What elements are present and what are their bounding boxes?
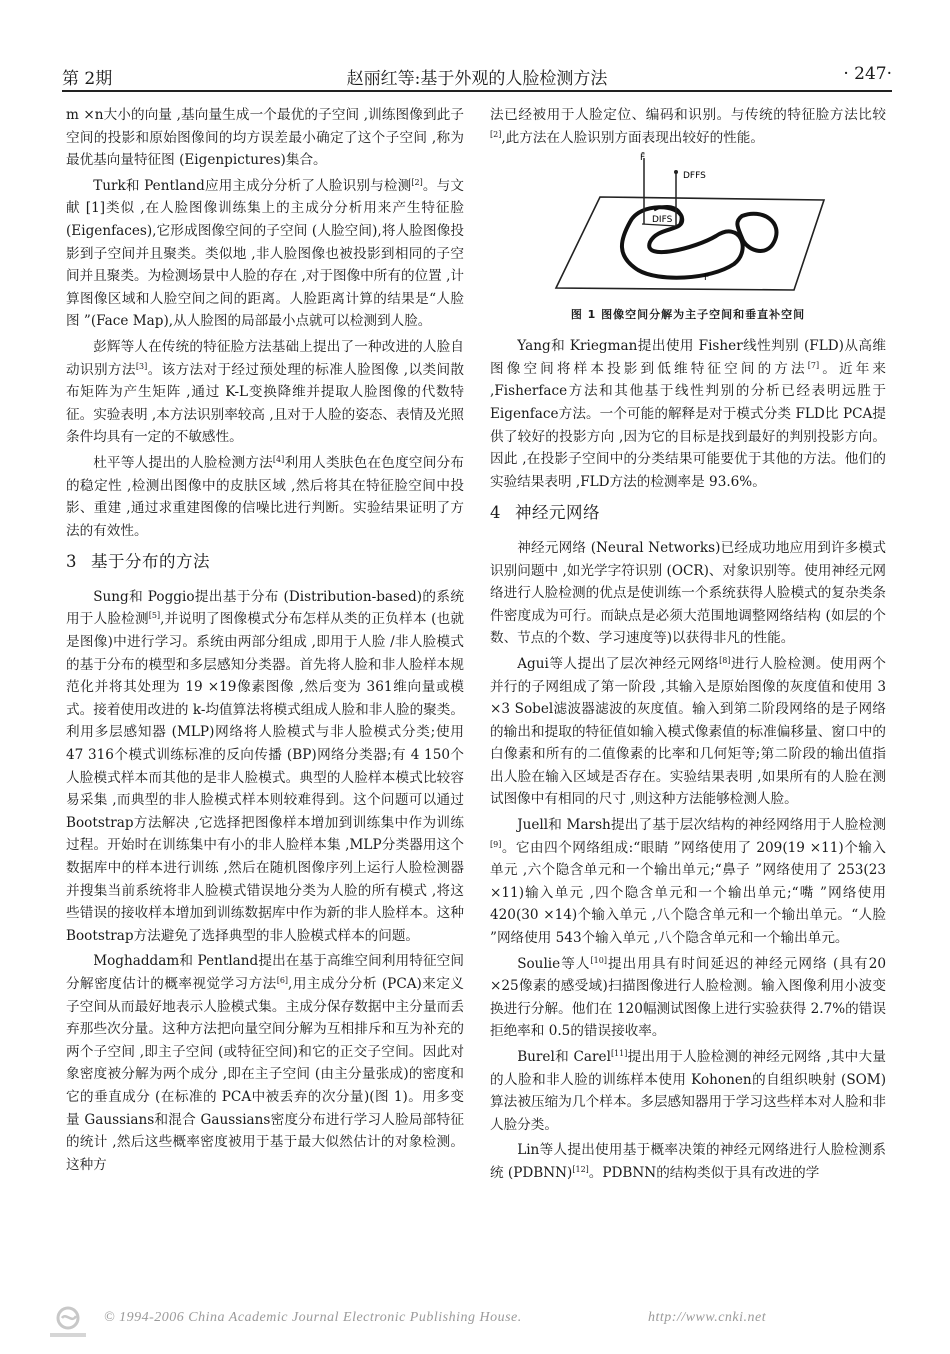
section-heading-4: 4 神经元网络 <box>490 503 600 523</box>
citation: [4] <box>272 454 285 464</box>
citation: [12] <box>572 1164 589 1174</box>
citation: [6] <box>276 975 289 985</box>
citation: [2] <box>490 129 502 139</box>
paragraph: Turk和 Pentland应用主成分分析了人脸识别与检测[2]。与文献 [1]类似 ,在人脸图像训练集上的主成分分析用来产生特征脸 (Eigenfaces),它形成图像空间的子空间 (人脸空间),将人脸图像投影到子空间并且聚类。类似地 ,非人脸图像也被投影到相同的子空间并且聚类。为检测场景中人脸的存在 ,对于图像中所有的位置 ,计算图像区域和人脸空间之间的距离。人脸距离计算的结果是“人脸图 ”(Face Map),从人脸图的局部最小点就可以检测到人脸。 <box>66 177 465 330</box>
citation: [8] <box>719 655 731 665</box>
section-heading-3: 3 基于分布的方法 <box>66 552 210 572</box>
citation: [5] <box>148 611 161 621</box>
paragraph: Lin等人提出使用基于概率决策的神经元网络进行人脸检测系统 (PDBNN)[12]。PDBNN的结构类似于具有改进的学 <box>490 1142 886 1181</box>
cnki-logo-icon <box>40 1302 96 1342</box>
copyright-notice: © 1994-2006 China Academic Journal Electronic Publishing House. <box>104 1310 522 1325</box>
citation: [9] <box>490 839 502 849</box>
paragraph: 神经元网络 (Neural Networks)已经成功地应用到许多模式识别问题中 ,如光学字符识别 (OCR)、对象识别等。使用神经元网络进行人脸检测的优点是使训练一个系统获得人脸模式的复杂类条件密度成为可行。而缺点是必须大范围地调整网络结构 (如层的个数、节点的个数、学习速度等)以获得非凡的性能。 <box>490 539 886 647</box>
footer-url: http://www.cnki.net <box>648 1310 767 1325</box>
paragraph: Juell和 Marsh提出了基于层次结构的神经网络用于人脸检测[9]。它由四个网络组成:“眼睛 ”网络使用了 209(19 ×11)个输入单元 ,六个隐含单元和一个输出单元;“鼻子 ”网络使用了 253(23 ×11)输入单元 ,四个隐含单元和一个输出单元;“嘴 ”网络使用 420(30 ×14)个输入单元 ,八个隐含单元和一个输出单元。“人脸 ”网络使用 543个输入单元 ,八个隐含单元和一个输出单元。 <box>490 817 886 947</box>
paragraph: Burel和 Carel[11]提出用于人脸检测的神经元网络 ,其中大量的人脸和非人脸的训练样本使用 Kohonen的自组织映射 (SOM)算法被压缩为几个样本。多层感知器用于学习这些样本对人脸和非人脸分类。 <box>490 1049 886 1133</box>
paragraph: m ×n大小的向量 ,基向量生成一个最优的子空间 ,训练图像到此子空间的投影和原始图像间的均方误差最小确定了这个子空间 ,称为最优基向量特征图 (Eigenpictures)集合。 <box>66 107 464 169</box>
running-title: 赵丽红等:基于外观的人脸检测方法 <box>346 69 608 89</box>
paragraph: 法已经被用于人脸定位、编码和识别。与传统的特征脸方法比较[2],此方法在人脸识别方面表现出较好的性能。 <box>490 107 886 146</box>
page-number: · 247· <box>843 64 892 84</box>
paragraph: 杜平等人提出的人脸检测方法[4]利用人类肤色在色度空间分布的稳定性 ,检测出图像中的皮肤区域 ,然后将其在特征脸空间中投影、重建 ,通过求重建图像的信噪比进行判断。实验结果证明了方法的有效性。 <box>66 454 464 539</box>
right-column <box>490 104 886 1188</box>
citation: [3] <box>135 361 148 371</box>
citation: [10] <box>590 955 607 965</box>
sample-point <box>674 170 678 174</box>
citation: [7] <box>807 360 820 370</box>
paragraph: Sung和 Poggio提出基于分布 (Distribution-based)的系统用于人脸检测[5],并说明了图像模式分布怎样从类的正负样本 (也就是图像)中进行学习。系统由两部分组成 ,即用于人脸 /非人脸模式的基于分布的模型和多层感知分类器。首先将人脸和非人脸样本规范化并将其处理为 19 ×19像素图像 ,然后变为 361维向量或模式。接着使用改进的 k-均值算法将模式组成人脸和非人脸的聚类。利用多层感知器 (MLP)网络将人脸模式与非人脸模式分类;使用 47 316个模式训练标准的反向传播 (BP)网络分类器;有 4 150个人脸模式样本而其他的是非人脸模式。典型的人脸样本模式比较容易采集 ,而典型的非人脸模式样本则较难得到。这个问题可以通过 Bootstrap方法解决 ,它选择把图像样本增加到训练集中作为训练过程。开始时在训练集中有小的非人脸样本集 ,MLP分类器用这个数据库中的样本进行训练 ,然后在随机图像序列上运行人脸检测器并搜集当前系统将非人脸模式错误地分类为人脸的所有模式 ,将这些错误的接收样本增加到训练数据库中作为新的非人脸样本。这种 Bootstrap方法避免了选择典型的非人脸模式样本的问题。 <box>66 588 465 944</box>
figure-caption: 图 1 图像空间分解为主子空间和垂直补空间 <box>570 308 806 322</box>
paragraph: Moghaddam和 Pentland提出在基于高维空间利用特征空间分解密度估计的概率视觉学习方法[6],用主成分分析 (PCA)来定义子空间从而最好地表示人脸模式集。主成分保存数据中主分量而丢弃那些次分量。这种方法把向量空间分解为互相排斥和互为补充的两个子空间 ,即主子空间 (或特征空间)和它的正交子空间。因此对象密度被分解为两个成分 ,即在主子空间 (由主分量张成)的密度和它的垂直成分 (在标准的 PCA中被丢弃的次分量)(图 1)。用多变量 Gaussians和混合 Gaussians密度分布进行学习人脸局部特征的统计 ,然后这些概率密度被用于基于最大似然估计的对象检测。这种方 <box>66 953 464 1173</box>
label-f: F <box>704 273 710 284</box>
subspace-diagram <box>490 152 886 302</box>
label-difs: DIFS <box>652 215 673 226</box>
paragraph: Agui等人提出了层次神经元网络[8]进行人脸检测。使用两个并行的子网组成了第一阶段 ,其输入是原始图像的灰度值和使用 3 ×3 Sobel滤波器滤波的灰度值。输入到第二阶段网络的是子网络的输出和提取的特征值如输入模式像素值的标准偏移量、窗口中的白像素和所有的二值像素的比率和几何矩等;第二阶段的输出值指出人脸在输入区域是否存在。实验结果表明 ,如果所有的人脸在测试图像中有相同的尺寸 ,则这种方法能够检测人脸。 <box>490 655 886 808</box>
paragraph: 彭辉等人在传统的特征脸方法基础上提出了一种改进的人脸自动识别方法[3]。该方法对于经过预处理的标准人脸图像 ,以类间散布矩阵为产生矩阵 ,通过 K-L变换降维并提取人脸图像的代数特征。实验表明 ,本方法识别率较高 ,且对于人脸的姿态、表情及光照条件均具有一定的不敏感性。 <box>66 338 465 446</box>
figure-1 <box>490 152 886 327</box>
citation: [11] <box>610 1049 628 1058</box>
label-dffs: DFFS <box>683 171 706 182</box>
running-header <box>62 62 892 92</box>
left-column <box>66 104 464 1179</box>
paragraph: Soulie等人[10]提出用具有时间延迟的神经元网络 (具有20 ×25像素的感受域)扫描图像进行人脸检测。输入图像利用小波变换进行分解。他们在 120幅测试图像上进行实验获得 2.7%的错误拒绝率和 0.5的错误接收率。 <box>490 955 887 1040</box>
label-f-perp: F̄ <box>640 153 646 164</box>
page-footer <box>0 1302 950 1342</box>
paragraph: Yang和 Kriegman提出使用 Fisher线性判别 (FLD)从高维图像空间将样本投影到低维特征空间的方法[7]。近年来 ,Fisherface方法和其他基于线性判别的分析已经表明远胜于Eigenface方法。一个可能的解释是对于模式分类 FLD比 PCA提供了较好的投影方向 ,因为它的目标是找到最好的判别投影方向。因此 ,在投影子空间中的分类结果可能要优于其他的方法。他们的实验结果表明 ,FLD方法的检测率是 93.6%。 <box>490 338 887 490</box>
citation: [2] <box>411 177 423 187</box>
issue-number: 第 2期 <box>62 69 113 89</box>
